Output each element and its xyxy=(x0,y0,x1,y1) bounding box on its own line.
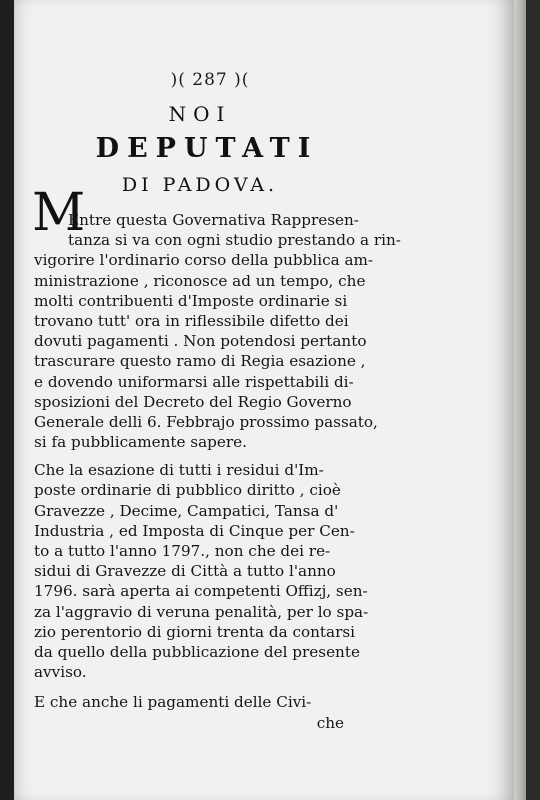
text-line: vigorire l'ordinario corso della pubblica am- xyxy=(34,251,374,270)
page-number: )( 287 )( xyxy=(170,70,250,90)
text-line: Che la esazione di tutti i residui d'Im- xyxy=(34,461,324,480)
heading-noi: NOI xyxy=(168,102,232,126)
text-line: to a tutto l'anno 1797., non che dei re- xyxy=(34,542,331,560)
document-body xyxy=(34,210,401,733)
text-line: Entre questa Governativa Rappresen- xyxy=(68,211,359,229)
text-line: E che anche li pagamenti delle Civi- xyxy=(34,693,312,712)
heading-deputati: DEPUTATI xyxy=(95,133,319,164)
text-line: trascurare questo ramo di Regia esazione , xyxy=(34,352,366,371)
text-line: ministrazione , riconosce ad un tempo, che xyxy=(34,271,366,290)
text-line: Generale delli 6. Febbrajo prossimo passato, xyxy=(34,412,378,431)
text-line: zio perentorio di giorni trenta da contarsi xyxy=(34,622,355,641)
text-line: poste ordinarie di pubblico diritto , cioè xyxy=(34,481,341,500)
text-line: Industria , ed Imposta di Cinque per Cen- xyxy=(34,521,355,540)
paragraph-3 xyxy=(34,692,376,732)
paragraph-1 xyxy=(34,210,401,452)
text-line: dovuti pagamenti . Non potendosi pertanto xyxy=(34,332,367,351)
text-line: za l'aggravio di veruna penalità, per lo spa- xyxy=(34,602,369,621)
text-line: trovano tutt' ora in riflessibile difetto dei xyxy=(34,311,349,330)
page-edge xyxy=(514,0,526,800)
text-line: 1796. sarà aperta ai competenti Offizj, sen- xyxy=(34,582,368,601)
text-line: Gravezze , Decime, Campatici, Tansa d' xyxy=(34,501,339,520)
heading-di-padova: DI PADOVA. xyxy=(121,174,279,196)
drop-cap: M xyxy=(32,183,86,243)
text-line: sidui di Gravezze di Città a tutto l'anno xyxy=(34,562,336,581)
text-line: da quello della pubblicazione del presente xyxy=(34,642,360,661)
background-edge xyxy=(526,0,540,800)
text-line: tanza si va con ogni studio prestando a rin- xyxy=(68,231,401,250)
text-line: avviso. xyxy=(34,663,87,682)
text-line: si fa pubblicamente sapere. xyxy=(34,433,247,452)
text-line: sposizioni del Decreto del Regio Governo xyxy=(34,392,352,411)
text-line: e dovendo uniformarsi alle rispettabili di- xyxy=(34,372,354,391)
catchword: che xyxy=(316,713,344,732)
paragraph-2 xyxy=(34,460,376,682)
text-line: molti contribuenti d'Imposte ordinarie si xyxy=(34,291,348,310)
